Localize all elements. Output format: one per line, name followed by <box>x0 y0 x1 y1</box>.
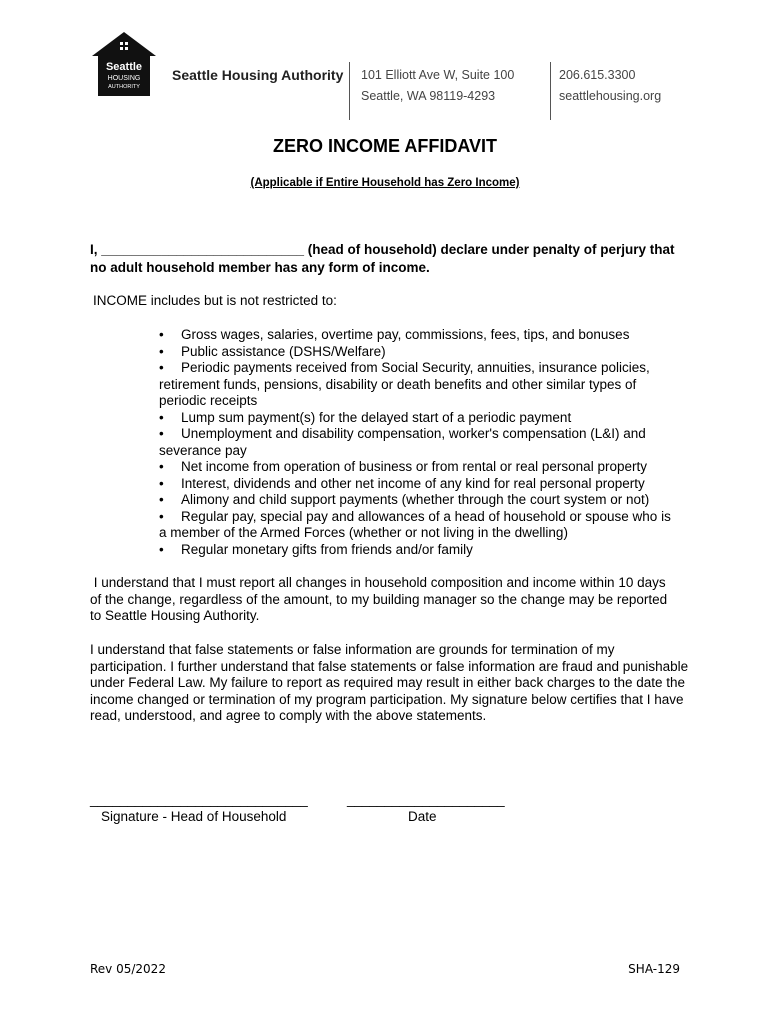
document-title: ZERO INCOME AFFIDAVIT <box>273 136 497 156</box>
list-item: • Unemployment and disability compensation, worker's compensation (L&I) and severance pay <box>159 426 646 458</box>
header-divider-2 <box>550 62 551 120</box>
address-line-2: Seattle, WA 98119-4293 <box>361 89 496 103</box>
logo-text-seattle: Seattle <box>105 61 143 73</box>
list-item: • Periodic payments received from Social Security, annuities, insurance policies, retirement funds, pensions, disability or death benefits and other similar types of periodic receipts <box>159 360 650 408</box>
website: seattlehousing.org <box>559 89 662 103</box>
list-item: • Net income from operation of business or from rental or real personal property <box>159 459 647 474</box>
contact-block <box>559 65 661 107</box>
phone-number: 206.615.3300 <box>559 68 636 82</box>
sha-logo <box>90 30 158 98</box>
list-item: • Regular pay, special pay and allowances of a head of household or spouse who is a member of the Armed Forces (whether or not living in the dwelling) <box>159 508 671 540</box>
certification-paragraph: I understand that false statements or false information are grounds for termination of my participation. I further understand that false statements or false information are fraud and punishable under Federal Law. My failure to report as required may result in either back charges to the date the income changed or termination of my program participation. My signature below certifies that I have read, understood, and agree to comply with the above statements. <box>90 642 689 723</box>
reporting-paragraph: I understand that I must report all changes in household composition and income within 10 days of the change, regardless of the amount, to my building manager so the change may be reported to Seattle Housing Authority. <box>90 575 671 623</box>
income-list <box>159 327 679 558</box>
logo-text-authority: AUTHORITY <box>108 84 140 90</box>
list-item: • Interest, dividends and other net income of any kind for real personal property <box>159 475 645 491</box>
list-item: • Gross wages, salaries, overtime pay, commissions, fees, tips, and bonuses <box>159 327 630 342</box>
address-line-1: 101 Elliott Ave W, Suite 100 <box>361 68 515 82</box>
header-divider-1 <box>349 62 350 120</box>
income-heading: INCOME includes but is not restricted to: <box>93 293 337 308</box>
revision-date: Rev 05/2022 <box>90 962 166 976</box>
date-line[interactable]: _____________________ <box>347 792 505 807</box>
signature-label: Signature - Head of Household <box>101 809 287 824</box>
list-item: • Public assistance (DSHS/Welfare) <box>159 343 386 359</box>
address-block <box>361 65 514 107</box>
org-name: Seattle Housing Authority <box>172 67 344 83</box>
list-item: • Alimony and child support payments (whether through the court system or not) <box>159 492 650 507</box>
document-subtitle: (Applicable if Entire Household has Zero Income) <box>250 177 520 189</box>
declaration-statement: I, ___________________________ (head of household) declare under penalty of perjury that no adult household member has any form of income. <box>90 242 675 275</box>
date-label: Date <box>408 809 437 824</box>
form-number: SHA-129 <box>628 962 680 976</box>
list-item: • Lump sum payment(s) for the delayed start of a periodic payment <box>159 409 572 425</box>
logo-text-housing: HOUSING <box>107 75 141 82</box>
list-item: • Regular monetary gifts from friends and/or family <box>159 541 473 557</box>
signature-line[interactable]: _____________________________ <box>90 792 308 807</box>
